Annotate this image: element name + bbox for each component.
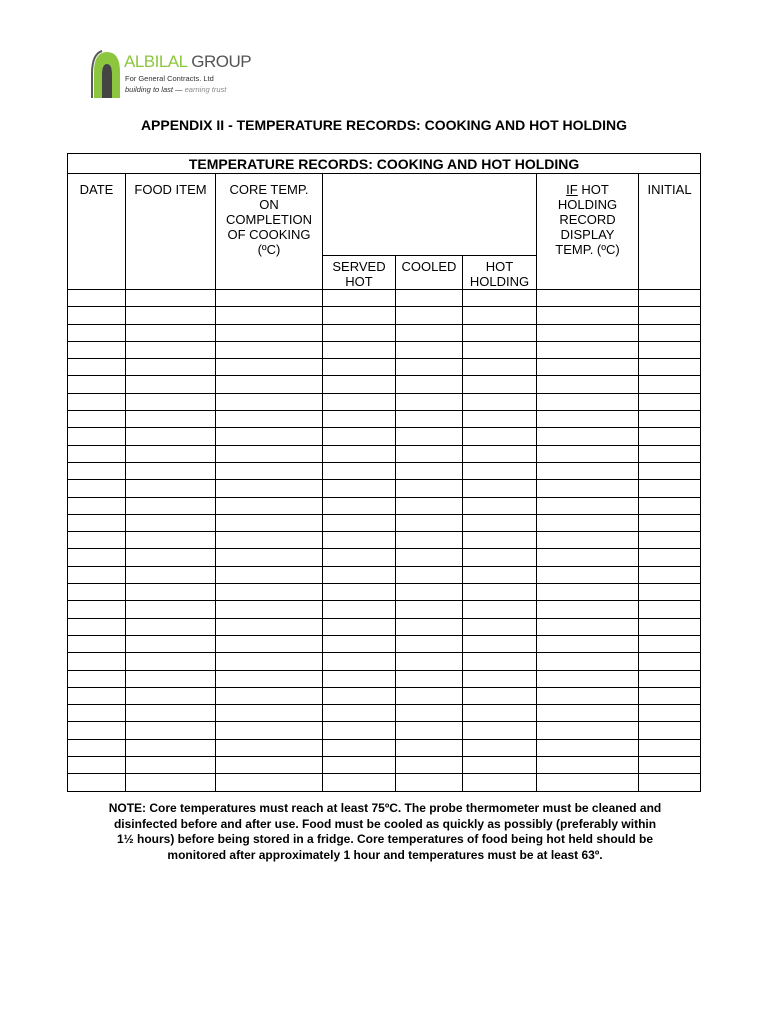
cell-date[interactable] (68, 324, 126, 341)
cell-food-item[interactable] (126, 670, 216, 687)
cell-core-temp[interactable] (216, 739, 323, 756)
cell-served-hot[interactable] (323, 687, 396, 704)
cell-hot-holding-record[interactable] (537, 514, 639, 531)
column-header-date: DATE (68, 174, 126, 290)
cell-cooled[interactable] (396, 307, 463, 324)
cell-hot-holding-record[interactable] (537, 376, 639, 393)
cell-served-hot[interactable] (323, 566, 396, 583)
table-title: TEMPERATURE RECORDS: COOKING AND HOT HOLDING (68, 154, 701, 174)
cell-hot-holding[interactable] (463, 341, 537, 358)
column-header-core-temp: CORE TEMP. ON COMPLETION OF COOKING (ºC) (216, 174, 323, 290)
cell-food-item[interactable] (126, 687, 216, 704)
cell-food-item[interactable] (126, 376, 216, 393)
cell-cooled[interactable] (396, 462, 463, 479)
cell-core-temp[interactable] (216, 549, 323, 566)
cell-core-temp[interactable] (216, 601, 323, 618)
cell-core-temp[interactable] (216, 687, 323, 704)
cell-date[interactable] (68, 393, 126, 410)
cell-food-item[interactable] (126, 739, 216, 756)
cell-food-item[interactable] (126, 601, 216, 618)
cell-hot-holding-record[interactable] (537, 462, 639, 479)
cell-date[interactable] (68, 618, 126, 635)
cell-initial[interactable] (639, 341, 701, 358)
cell-cooled[interactable] (396, 653, 463, 670)
cell-hot-holding-record[interactable] (537, 618, 639, 635)
cell-cooled[interactable] (396, 774, 463, 791)
cell-hot-holding-record[interactable] (537, 411, 639, 428)
column-header-initial: INITIAL (639, 174, 701, 290)
table-row (68, 480, 701, 497)
cell-hot-holding[interactable] (463, 739, 537, 756)
cell-cooled[interactable] (396, 687, 463, 704)
cell-cooled[interactable] (396, 514, 463, 531)
cell-food-item[interactable] (126, 359, 216, 376)
cell-cooled[interactable] (396, 411, 463, 428)
cell-core-temp[interactable] (216, 722, 323, 739)
cell-hot-holding[interactable] (463, 670, 537, 687)
column-group-blank (323, 174, 537, 256)
table-row (68, 307, 701, 324)
cell-date[interactable] (68, 359, 126, 376)
table-row (68, 653, 701, 670)
cell-hot-holding[interactable] (463, 393, 537, 410)
cell-hot-holding-record[interactable] (537, 653, 639, 670)
cell-served-hot[interactable] (323, 549, 396, 566)
cell-hot-holding-record[interactable] (537, 722, 639, 739)
cell-date[interactable] (68, 290, 126, 307)
cell-served-hot[interactable] (323, 722, 396, 739)
cell-initial[interactable] (639, 290, 701, 307)
cell-initial[interactable] (639, 532, 701, 549)
table-row (68, 739, 701, 756)
cell-food-item[interactable] (126, 480, 216, 497)
cell-cooled[interactable] (396, 290, 463, 307)
cell-hot-holding-record[interactable] (537, 307, 639, 324)
cell-date[interactable] (68, 307, 126, 324)
cell-hot-holding-record[interactable] (537, 705, 639, 722)
cell-cooled[interactable] (396, 393, 463, 410)
cell-served-hot[interactable] (323, 497, 396, 514)
cell-core-temp[interactable] (216, 290, 323, 307)
cell-date[interactable] (68, 584, 126, 601)
cell-core-temp[interactable] (216, 393, 323, 410)
table-row (68, 566, 701, 583)
cell-hot-holding[interactable] (463, 722, 537, 739)
cell-hot-holding-record[interactable] (537, 687, 639, 704)
cell-food-item[interactable] (126, 497, 216, 514)
cell-hot-holding[interactable] (463, 290, 537, 307)
cell-date[interactable] (68, 341, 126, 358)
logo-brand-name: ALBILAL GROUP (124, 52, 252, 71)
cell-hot-holding[interactable] (463, 774, 537, 791)
cell-served-hot[interactable] (323, 618, 396, 635)
cell-date[interactable] (68, 445, 126, 462)
cell-hot-holding[interactable] (463, 549, 537, 566)
cell-served-hot[interactable] (323, 757, 396, 774)
cell-served-hot[interactable] (323, 462, 396, 479)
cell-food-item[interactable] (126, 290, 216, 307)
table-row (68, 393, 701, 410)
cell-date[interactable] (68, 635, 126, 652)
cell-food-item[interactable] (126, 428, 216, 445)
cell-cooled[interactable] (396, 324, 463, 341)
table-row (68, 618, 701, 635)
cell-served-hot[interactable] (323, 705, 396, 722)
cell-served-hot[interactable] (323, 670, 396, 687)
cell-date[interactable] (68, 739, 126, 756)
cell-date[interactable] (68, 774, 126, 791)
table-row (68, 428, 701, 445)
cell-hot-holding[interactable] (463, 757, 537, 774)
cell-cooled[interactable] (396, 705, 463, 722)
note-text: NOTE: Core temperatures must reach at least 75ºC. The probe thermometer must be cleaned and disinfected before and after use. Food must be cooled as quickly as possibly (preferably within 1½ hours) before being stored in a fridge. Core temperatures of food being hot held should be monitored after approximately 1 hour and temperatures must be at least 63º. (108, 801, 662, 862)
cell-served-hot[interactable] (323, 359, 396, 376)
table-body (68, 290, 701, 792)
cell-core-temp[interactable] (216, 445, 323, 462)
cell-served-hot[interactable] (323, 635, 396, 652)
logo-arch-icon (90, 50, 124, 100)
cell-initial[interactable] (639, 757, 701, 774)
cell-cooled[interactable] (396, 341, 463, 358)
cell-date[interactable] (68, 705, 126, 722)
cell-hot-holding-record[interactable] (537, 601, 639, 618)
cell-served-hot[interactable] (323, 324, 396, 341)
table-row (68, 774, 701, 791)
table-row (68, 687, 701, 704)
column-header-hot-holding: HOT HOLDING (463, 256, 537, 290)
cell-core-temp[interactable] (216, 307, 323, 324)
cell-cooled[interactable] (396, 739, 463, 756)
cell-cooled[interactable] (396, 757, 463, 774)
cell-served-hot[interactable] (323, 739, 396, 756)
cell-date[interactable] (68, 601, 126, 618)
cell-food-item[interactable] (126, 324, 216, 341)
cell-hot-holding-record[interactable] (537, 549, 639, 566)
cell-hot-holding[interactable] (463, 307, 537, 324)
cell-food-item[interactable] (126, 618, 216, 635)
cell-initial[interactable] (639, 601, 701, 618)
cell-core-temp[interactable] (216, 584, 323, 601)
cell-core-temp[interactable] (216, 359, 323, 376)
cell-hot-holding[interactable] (463, 566, 537, 583)
cell-food-item[interactable] (126, 757, 216, 774)
table-row (68, 584, 701, 601)
cell-initial[interactable] (639, 653, 701, 670)
cell-initial[interactable] (639, 774, 701, 791)
cell-hot-holding[interactable] (463, 445, 537, 462)
cell-date[interactable] (68, 670, 126, 687)
table-row (68, 359, 701, 376)
logo-tagline: building to last — earning trust (125, 85, 227, 94)
cell-initial[interactable] (639, 514, 701, 531)
cell-served-hot[interactable] (323, 341, 396, 358)
cell-date[interactable] (68, 566, 126, 583)
cell-initial[interactable] (639, 497, 701, 514)
cell-date[interactable] (68, 687, 126, 704)
cell-cooled[interactable] (396, 428, 463, 445)
cell-hot-holding-record[interactable] (537, 532, 639, 549)
table-row (68, 635, 701, 652)
cell-served-hot[interactable] (323, 480, 396, 497)
temperature-records-table (67, 153, 701, 792)
cell-hot-holding[interactable] (463, 376, 537, 393)
table-row (68, 532, 701, 549)
cell-initial[interactable] (639, 722, 701, 739)
cell-cooled[interactable] (396, 532, 463, 549)
page-title: APPENDIX II - TEMPERATURE RECORDS: COOKING AND HOT HOLDING (140, 117, 628, 133)
cell-food-item[interactable] (126, 514, 216, 531)
cell-hot-holding[interactable] (463, 462, 537, 479)
cell-food-item[interactable] (126, 307, 216, 324)
cell-served-hot[interactable] (323, 428, 396, 445)
logo-subtitle: For General Contracts. Ltd (125, 74, 214, 83)
cell-initial[interactable] (639, 411, 701, 428)
cell-cooled[interactable] (396, 618, 463, 635)
cell-hot-holding[interactable] (463, 324, 537, 341)
cell-hot-holding[interactable] (463, 359, 537, 376)
cell-hot-holding[interactable] (463, 532, 537, 549)
cell-food-item[interactable] (126, 445, 216, 462)
cell-food-item[interactable] (126, 774, 216, 791)
cell-food-item[interactable] (126, 722, 216, 739)
table-row (68, 290, 701, 307)
table-row (68, 601, 701, 618)
cell-hot-holding[interactable] (463, 480, 537, 497)
cell-hot-holding-record[interactable] (537, 584, 639, 601)
cell-hot-holding[interactable] (463, 635, 537, 652)
cell-initial[interactable] (639, 584, 701, 601)
company-logo (90, 50, 252, 102)
cell-hot-holding[interactable] (463, 618, 537, 635)
cell-cooled[interactable] (396, 635, 463, 652)
column-header-hot-holding-record: IF HOT HOLDING RECORD DISPLAY TEMP. (ºC) (537, 174, 639, 290)
cell-hot-holding-record[interactable] (537, 445, 639, 462)
cell-date[interactable] (68, 480, 126, 497)
cell-cooled[interactable] (396, 670, 463, 687)
cell-food-item[interactable] (126, 566, 216, 583)
cell-date[interactable] (68, 532, 126, 549)
cell-core-temp[interactable] (216, 670, 323, 687)
cell-hot-holding-record[interactable] (537, 393, 639, 410)
cell-food-item[interactable] (126, 653, 216, 670)
cell-date[interactable] (68, 653, 126, 670)
cell-food-item[interactable] (126, 549, 216, 566)
cell-hot-holding-record[interactable] (537, 757, 639, 774)
cell-date[interactable] (68, 411, 126, 428)
cell-food-item[interactable] (126, 393, 216, 410)
table-row (68, 341, 701, 358)
cell-hot-holding[interactable] (463, 497, 537, 514)
cell-hot-holding-record[interactable] (537, 480, 639, 497)
cell-date[interactable] (68, 757, 126, 774)
cell-hot-holding-record[interactable] (537, 670, 639, 687)
cell-core-temp[interactable] (216, 411, 323, 428)
cell-hot-holding-record[interactable] (537, 774, 639, 791)
table-row (68, 670, 701, 687)
cell-core-temp[interactable] (216, 462, 323, 479)
cell-hot-holding-record[interactable] (537, 497, 639, 514)
cell-served-hot[interactable] (323, 532, 396, 549)
cell-date[interactable] (68, 514, 126, 531)
cell-core-temp[interactable] (216, 774, 323, 791)
cell-core-temp[interactable] (216, 324, 323, 341)
cell-core-temp[interactable] (216, 618, 323, 635)
table-row (68, 445, 701, 462)
cell-initial[interactable] (639, 635, 701, 652)
cell-served-hot[interactable] (323, 584, 396, 601)
cell-hot-holding-record[interactable] (537, 324, 639, 341)
cell-hot-holding[interactable] (463, 601, 537, 618)
table-row (68, 514, 701, 531)
cell-initial[interactable] (639, 618, 701, 635)
table-row (68, 705, 701, 722)
table-row (68, 722, 701, 739)
table-row (68, 549, 701, 566)
cell-hot-holding-record[interactable] (537, 739, 639, 756)
cell-initial[interactable] (639, 705, 701, 722)
cell-hot-holding[interactable] (463, 584, 537, 601)
cell-hot-holding-record[interactable] (537, 290, 639, 307)
cell-hot-holding[interactable] (463, 705, 537, 722)
cell-food-item[interactable] (126, 341, 216, 358)
column-header-served-hot: SERVED HOT (323, 256, 396, 290)
cell-food-item[interactable] (126, 462, 216, 479)
cell-core-temp[interactable] (216, 635, 323, 652)
cell-hot-holding[interactable] (463, 428, 537, 445)
cell-hot-holding-record[interactable] (537, 428, 639, 445)
cell-date[interactable] (68, 722, 126, 739)
cell-served-hot[interactable] (323, 376, 396, 393)
cell-hot-holding-record[interactable] (537, 566, 639, 583)
cell-food-item[interactable] (126, 411, 216, 428)
cell-served-hot[interactable] (323, 601, 396, 618)
cell-hot-holding-record[interactable] (537, 341, 639, 358)
cell-date[interactable] (68, 428, 126, 445)
cell-served-hot[interactable] (323, 307, 396, 324)
cell-initial[interactable] (639, 307, 701, 324)
cell-core-temp[interactable] (216, 480, 323, 497)
cell-core-temp[interactable] (216, 757, 323, 774)
cell-initial[interactable] (639, 670, 701, 687)
table-row (68, 462, 701, 479)
table-row (68, 376, 701, 393)
cell-hot-holding[interactable] (463, 514, 537, 531)
column-header-cooled: COOLED (396, 256, 463, 290)
cell-cooled[interactable] (396, 480, 463, 497)
cell-date[interactable] (68, 376, 126, 393)
cell-initial[interactable] (639, 445, 701, 462)
cell-served-hot[interactable] (323, 774, 396, 791)
cell-served-hot[interactable] (323, 393, 396, 410)
cell-initial[interactable] (639, 462, 701, 479)
cell-initial[interactable] (639, 480, 701, 497)
cell-hot-holding-record[interactable] (537, 359, 639, 376)
cell-initial[interactable] (639, 687, 701, 704)
cell-core-temp[interactable] (216, 514, 323, 531)
table-row (68, 411, 701, 428)
cell-food-item[interactable] (126, 635, 216, 652)
cell-initial[interactable] (639, 566, 701, 583)
cell-food-item[interactable] (126, 584, 216, 601)
cell-cooled[interactable] (396, 359, 463, 376)
table-row (68, 497, 701, 514)
cell-food-item[interactable] (126, 705, 216, 722)
cell-served-hot[interactable] (323, 514, 396, 531)
cell-cooled[interactable] (396, 722, 463, 739)
table-row (68, 757, 701, 774)
cell-cooled[interactable] (396, 376, 463, 393)
cell-core-temp[interactable] (216, 653, 323, 670)
cell-date[interactable] (68, 462, 126, 479)
cell-served-hot[interactable] (323, 290, 396, 307)
cell-initial[interactable] (639, 739, 701, 756)
cell-core-temp[interactable] (216, 497, 323, 514)
cell-initial[interactable] (639, 324, 701, 341)
cell-served-hot[interactable] (323, 653, 396, 670)
cell-hot-holding[interactable] (463, 411, 537, 428)
cell-core-temp[interactable] (216, 376, 323, 393)
cell-hot-holding[interactable] (463, 687, 537, 704)
cell-cooled[interactable] (396, 584, 463, 601)
cell-initial[interactable] (639, 393, 701, 410)
cell-initial[interactable] (639, 549, 701, 566)
cell-cooled[interactable] (396, 549, 463, 566)
cell-food-item[interactable] (126, 532, 216, 549)
cell-cooled[interactable] (396, 497, 463, 514)
cell-core-temp[interactable] (216, 428, 323, 445)
cell-cooled[interactable] (396, 601, 463, 618)
cell-core-temp[interactable] (216, 341, 323, 358)
cell-core-temp[interactable] (216, 532, 323, 549)
cell-served-hot[interactable] (323, 445, 396, 462)
cell-initial[interactable] (639, 376, 701, 393)
column-header-food-item: FOOD ITEM (126, 174, 216, 290)
cell-hot-holding[interactable] (463, 653, 537, 670)
cell-date[interactable] (68, 549, 126, 566)
cell-cooled[interactable] (396, 445, 463, 462)
cell-hot-holding-record[interactable] (537, 635, 639, 652)
cell-initial[interactable] (639, 359, 701, 376)
cell-served-hot[interactable] (323, 411, 396, 428)
cell-cooled[interactable] (396, 566, 463, 583)
cell-date[interactable] (68, 497, 126, 514)
cell-core-temp[interactable] (216, 566, 323, 583)
table-row (68, 324, 701, 341)
cell-initial[interactable] (639, 428, 701, 445)
cell-core-temp[interactable] (216, 705, 323, 722)
